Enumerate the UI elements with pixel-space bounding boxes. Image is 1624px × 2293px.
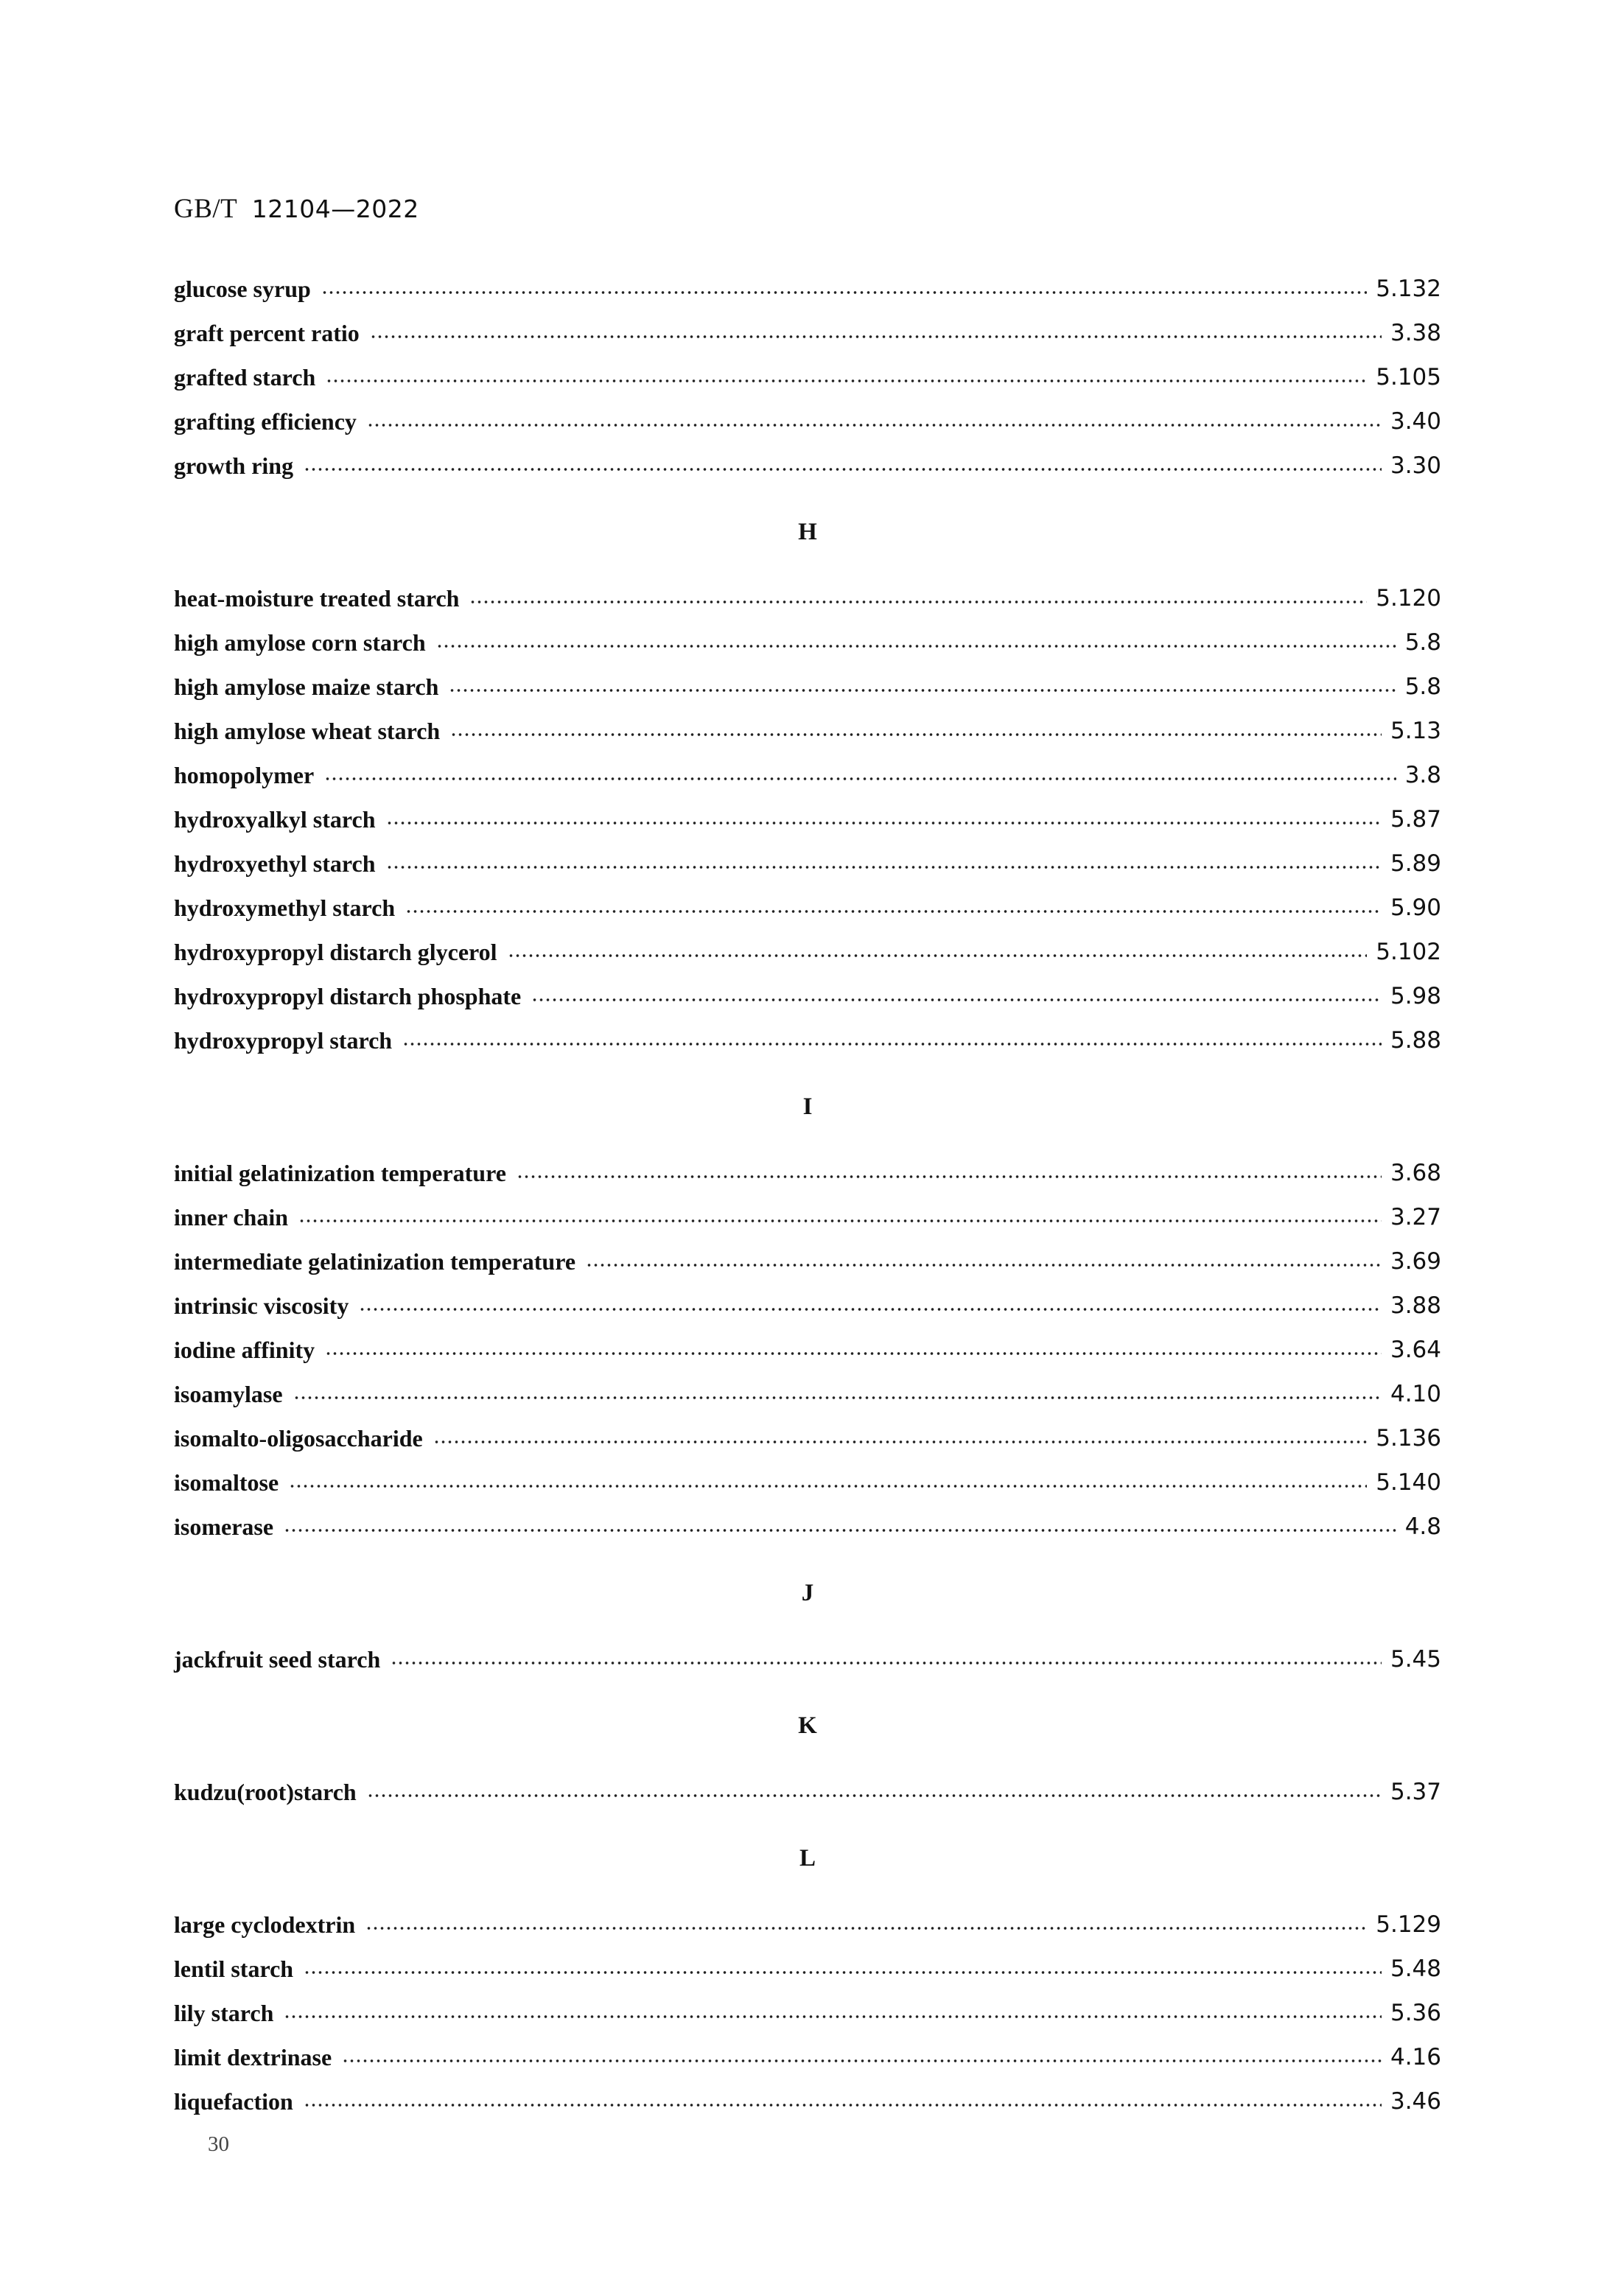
clause-reference: 5.102 [1376,939,1441,965]
index-term: initial gelatinization temperature [174,1159,506,1186]
index-entry [174,709,1441,753]
index-entry [174,620,1441,665]
index-entry [174,1416,1441,1460]
index-entry [174,1770,1441,1814]
dot-leader [508,954,1368,957]
clause-reference: 3.8 [1404,762,1441,788]
index-entry [174,1372,1441,1416]
clause-reference: 3.38 [1390,320,1441,346]
dot-leader [449,689,1396,692]
index-content [174,267,1441,2124]
section-letter-j: J [801,1579,814,1606]
index-term: glucose syrup [174,275,311,302]
clause-reference: 5.36 [1390,2000,1441,2026]
dot-leader [386,866,1382,869]
dot-leader [391,1662,1382,1664]
clause-reference: 5.140 [1376,1469,1441,1496]
dot-leader [531,998,1382,1001]
dot-leader [469,601,1367,603]
index-entry [174,1195,1441,1239]
dot-leader [367,1794,1382,1797]
clause-reference: 5.105 [1376,364,1441,391]
index-term: graft percent ratio [174,319,360,346]
section-letter-h: H [798,518,817,545]
clause-reference: 4.8 [1404,1513,1441,1540]
index-entry [174,841,1441,886]
index-entry [174,1902,1441,1947]
dot-leader [293,1396,1382,1399]
dot-leader [284,1529,1396,1532]
index-term: high amylose wheat starch [174,717,441,744]
clause-reference: 3.64 [1390,1337,1441,1363]
index-entry [174,1284,1441,1328]
index-entry [174,797,1441,841]
index-term: high amylose maize starch [174,673,439,700]
dot-leader [325,1352,1382,1355]
clause-reference: 3.88 [1390,1292,1441,1319]
clause-reference: 5.45 [1390,1646,1441,1673]
clause-reference: 5.132 [1376,276,1441,302]
index-term: isoamylase [174,1380,283,1407]
dot-leader [304,468,1382,471]
clause-reference: 5.98 [1390,983,1441,1009]
standard-number: 12104—2022 [251,195,419,223]
dot-leader [370,335,1382,338]
dot-leader [365,1927,1367,1930]
index-term: high amylose corn starch [174,629,426,656]
index-term: jackfruit seed starch [174,1645,381,1673]
index-term: lily starch [174,1999,274,2026]
index-entry [174,576,1441,620]
index-entry [174,886,1441,930]
index-entry [174,1505,1441,1549]
dot-leader [450,733,1382,736]
clause-reference: 5.8 [1404,673,1441,700]
clause-reference: 5.90 [1390,895,1441,921]
index-term: isomalto-oligosaccharide [174,1424,423,1452]
index-term: lentil starch [174,1955,294,1982]
dot-leader [284,2015,1382,2018]
index-term: inner chain [174,1203,288,1230]
clause-reference: 3.27 [1390,1204,1441,1230]
index-entry [174,399,1441,444]
index-entry [174,2079,1441,2124]
dot-leader [386,822,1382,825]
dot-leader [402,1043,1382,1046]
index-term: hydroxypropyl starch [174,1026,393,1054]
clause-reference: 5.13 [1390,718,1441,744]
clause-reference: 4.10 [1390,1381,1441,1407]
index-entry [174,267,1441,311]
clause-reference: 5.120 [1376,585,1441,612]
index-entry [174,1991,1441,2035]
index-term: homopolymer [174,761,315,788]
section-letter-k: K [798,1712,817,1739]
dot-leader [304,1971,1382,1974]
index-term: grafted starch [174,363,316,391]
page-number: 30 [208,2132,229,2156]
section-letter-i: I [802,1093,813,1120]
clause-reference: 5.129 [1376,1911,1441,1938]
index-entry [174,1328,1441,1372]
index-entry [174,311,1441,355]
index-term: hydroxyethyl starch [174,850,376,877]
clause-reference: 5.87 [1390,806,1441,833]
dot-leader [436,645,1396,648]
clause-reference: 4.16 [1390,2044,1441,2070]
dot-leader [304,2104,1382,2107]
index-term: growth ring [174,452,294,479]
standard-code: GB/T [174,194,238,224]
dot-leader [433,1440,1368,1443]
dot-leader [586,1264,1382,1267]
clause-reference: 5.88 [1390,1027,1441,1054]
dot-leader [289,1485,1367,1488]
dot-leader [298,1219,1382,1222]
index-term: intrinsic viscosity [174,1292,349,1319]
section-letter-l: L [799,1844,816,1872]
page-header [174,193,419,225]
index-term: large cyclodextrin [174,1911,356,1938]
index-term: hydroxypropyl distarch phosphate [174,982,522,1009]
dot-leader [324,777,1396,780]
clause-reference: 5.48 [1390,1956,1441,1982]
clause-reference: 5.8 [1404,629,1441,656]
index-term: limit dextrinase [174,2043,332,2070]
index-entry [174,1947,1441,1991]
index-entry [174,2035,1441,2079]
dot-leader [359,1308,1382,1311]
index-entry [174,1460,1441,1505]
index-term: isomerase [174,1513,274,1540]
index-entry [174,1239,1441,1284]
index-term: hydroxymethyl starch [174,894,396,921]
index-entry [174,974,1441,1018]
clause-reference: 3.69 [1390,1248,1441,1275]
index-term: isomaltose [174,1468,279,1496]
clause-reference: 3.30 [1390,452,1441,479]
clause-reference: 5.136 [1376,1425,1441,1452]
index-term: kudzu(root)starch [174,1778,357,1805]
index-entry [174,355,1441,399]
clause-reference: 5.37 [1390,1779,1441,1805]
clause-reference: 3.40 [1390,408,1441,435]
index-term: hydroxypropyl distarch glycerol [174,938,497,965]
index-entry [174,753,1441,797]
index-term: hydroxyalkyl starch [174,805,376,833]
index-entry [174,930,1441,974]
dot-leader [405,910,1382,913]
dot-leader [517,1175,1382,1178]
index-term: grafting efficiency [174,407,357,435]
clause-reference: 3.46 [1390,2088,1441,2115]
index-entry [174,1018,1441,1063]
index-entry [174,1637,1441,1681]
index-entry [174,444,1441,488]
dot-leader [342,2059,1382,2062]
index-term: iodine affinity [174,1336,315,1363]
index-term: heat-moisture treated starch [174,584,460,612]
dot-leader [326,379,1367,382]
clause-reference: 5.89 [1390,850,1441,877]
index-entry [174,665,1441,709]
index-term: liquefaction [174,2087,293,2115]
clause-reference: 3.68 [1390,1160,1441,1186]
dot-leader [321,291,1367,294]
index-entry [174,1151,1441,1195]
index-term: intermediate gelatinization temperature [174,1247,576,1275]
dot-leader [367,424,1382,427]
